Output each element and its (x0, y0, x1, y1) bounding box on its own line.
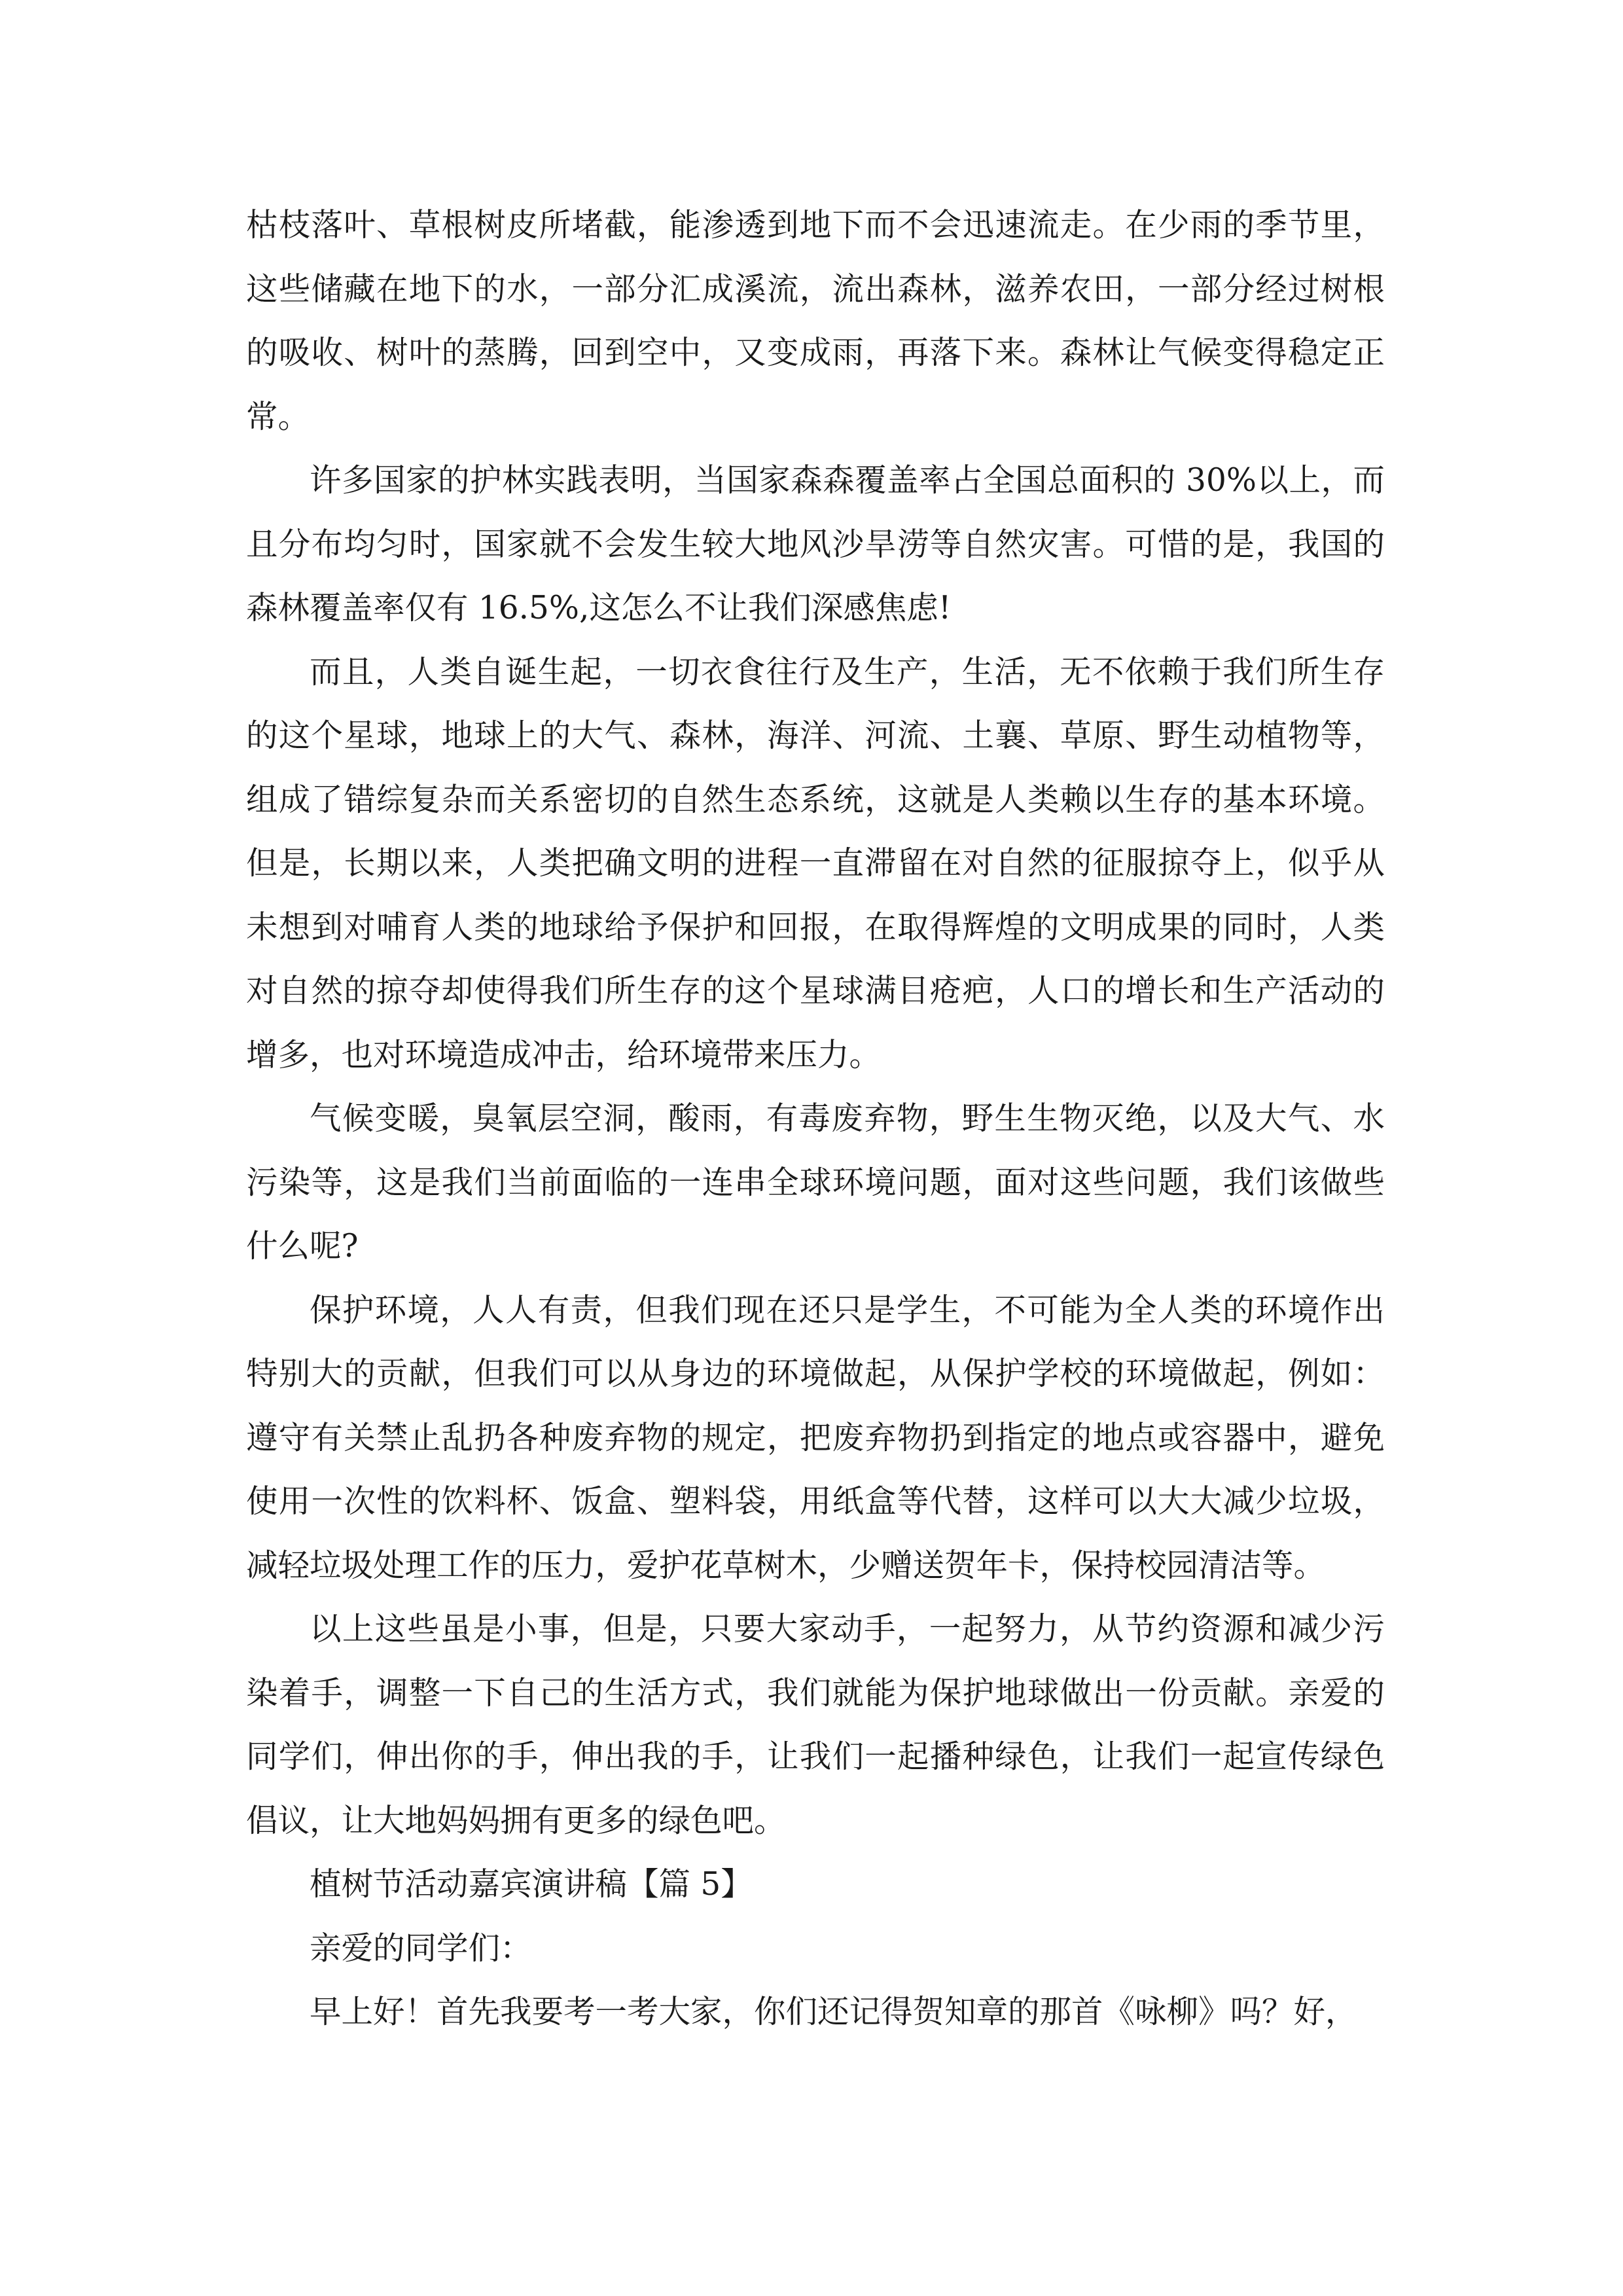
paragraph: 早上好！首先我要考一考大家，你们还记得贺知章的那首《咏柳》吗？好， (310, 1994, 1357, 2030)
document-body (246, 194, 1385, 2045)
paragraph: 而且，人类自诞生起，一切衣食往行及生产，生活，无不依赖于我们所生存的这个星球，地球上的大气、森林，海洋、河流、土襄、草原、野生动植物等，组成了错综复杂而关系密切的自然生态系统，这就是人类赖以生存的基本环境。但是，长期以来，人类把确文明的进程一直滞留在对自然的征服掠夺上，似乎从未想到对哺育人类的地球给予保护和回报，在取得辉煌的文明成果的同时，人类对自然的掠夺却使得我们所生存的这个星球满目疮疤，人口的增长和生产活动的增多，也对环境造成冲击，给环境带来压力。 (246, 653, 1385, 1073)
paragraph: 气候变暖，臭氧层空洞，酸雨，有毒废弃物，野生生物灭绝，以及大气、水污染等，这是我们当前面临的一连串全球环境问题，面对这些问题，我们该做些什么呢? (246, 1100, 1385, 1265)
salutation: 亲爱的同学们： (310, 1929, 532, 1967)
paragraph: 许多国家的护林实践表明，当国家森森覆盖率占全国总面积的 30%以上，而且分布均匀时，国家就不会发生较大地风沙旱涝等自然灾害。可惜的是，我国的森林覆盖率仅有 16.5%,这怎么不让我们深感焦虑! (246, 462, 1385, 626)
section-heading: 植树节活动嘉宾演讲稿【篇 5】 (310, 1866, 753, 1903)
paragraph: 以上这些虽是小事，但是，只要大家动手，一起努力，从节约资源和减少污染着手，调整一下自己的生活方式，我们就能为保护地球做出一份贡献。亲爱的同学们，伸出你的手，伸出我的手，让我们一起播种绿色，让我们一起宣传绿色倡议，让大地妈妈拥有更多的绿色吧。 (246, 1611, 1385, 1839)
paragraph: 枯枝落叶、草根树皮所堵截，能渗透到地下而不会迅速流走。在少雨的季节里，这些储藏在地下的水，一部分汇成溪流，流出森林，滋养农田，一部分经过树根的吸收、树叶的蒸腾，回到空中，又变成雨，再落下来。森林让气候变得稳定正常。 (246, 207, 1385, 435)
paragraph: 保护环境，人人有责，但我们现在还只是学生，不可能为全人类的环境作出特别大的贡献，但我们可以从身边的环境做起，从保护学校的环境做起，例如：遵守有关禁止乱扔各种废弃物的规定，把废弃物扔到指定的地点或容器中，避免使用一次性的饮料杯、饭盒、塑料袋，用纸盒等代替，这样可以大大减少垃圾，减轻垃圾处理工作的压力，爱护花草树木，少赠送贺年卡，保持校园清洁等。 (246, 1291, 1385, 1584)
